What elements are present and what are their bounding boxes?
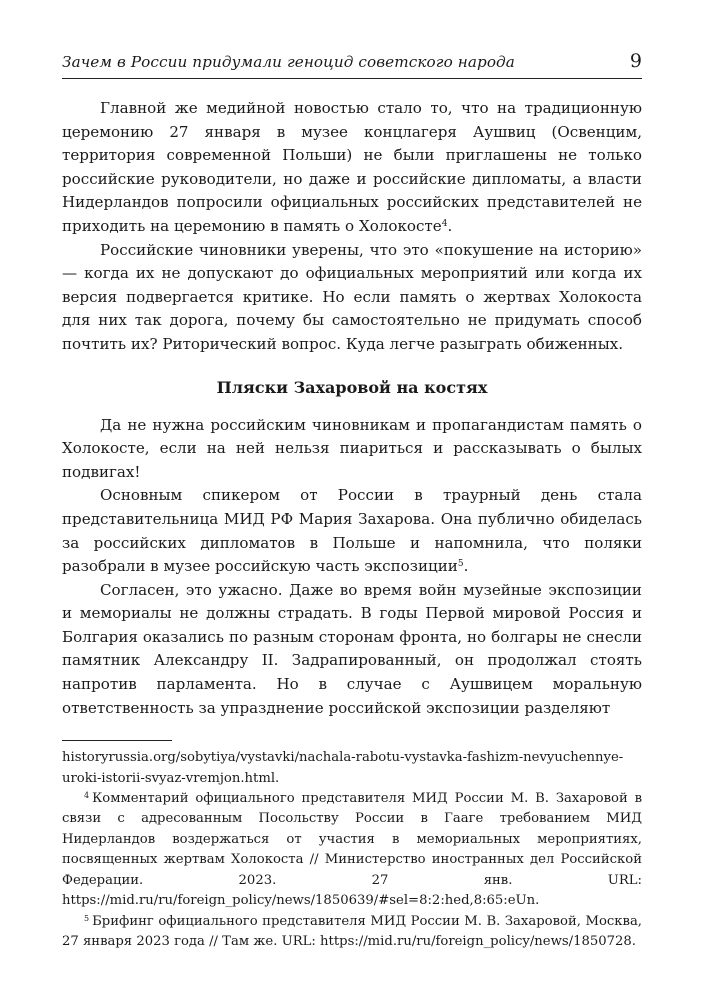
footnote-text: Комментарий официального представителя МИД России М. В. Захаровой в связи с адресованным Посольству России в Гааге требованием МИД Нидерландов воздержаться от участия в мемориальных мероприятиях, посвященных жертвам Холокоста // Министерство иностранных дел Российской Федерации. 2023. 27 янв. URL: https://mid.ru/ru/foreign_policy/news/1850639/#sel=8:2:hed,8:65:eUn. bbox=[62, 791, 642, 909]
body-paragraph bbox=[62, 484, 642, 578]
footnote-ref[interactable]: 5 bbox=[457, 559, 464, 570]
section-title: Пляски Захаровой на костях bbox=[216, 377, 488, 397]
running-header bbox=[62, 50, 642, 79]
footnote-4 bbox=[62, 789, 642, 911]
paragraph-text: Главной же медийной новостью стало то, что на традиционную церемонию 27 января в музее концлагеря Аушвиц (Освенцим, территория современной Польши) не были приглашены не только российские руководители, но даже и российские дипломаты, а власти Нидерландов попросили официальных российских представителей не приходить на церемонию в память о Холокосте bbox=[62, 99, 642, 235]
body-paragraph bbox=[62, 239, 642, 357]
page-number: 9 bbox=[629, 50, 642, 72]
book-page bbox=[62, 50, 642, 952]
body-paragraph bbox=[62, 579, 642, 721]
paragraph-punctuation: . bbox=[447, 216, 453, 235]
footnote-5 bbox=[62, 912, 642, 953]
footnote-number: 5 bbox=[84, 913, 90, 923]
footnote-divider bbox=[62, 740, 172, 741]
paragraph-punctuation: . bbox=[463, 557, 469, 576]
paragraph-text: Основным спикером от России в траурный день стала представительница МИД РФ Мария Захарова. Она публично обиделась за российских дипломатов в Польше и напомнила, что поляки разобрали в музее российскую часть экспозиции bbox=[62, 486, 642, 576]
paragraph-text: Согласен, это ужасно. Даже во время войн музейные экспозиции и мемориалы не должны страдать. В годы Первой мировой Россия и Болгария оказались по разным сторонам фронта, но болгары не снесли памятник Александру II. Задрапированный, он продолжал стоять напротив парламента. Но в случае с Аушвицем моральную ответственность за упразднение российской экспозиции разделяют bbox=[62, 580, 642, 717]
paragraph-text: Да не нужна российским чиновникам и пропагандистам память о Холокосте, если на ней нельзя пиариться и рассказывать о былых подвигах! bbox=[62, 415, 642, 481]
footnote-text: Брифинг официального представителя МИД России М. В. Захаровой, Москва, 27 января 2023 года // Там же. URL: https://mid.ru/ru/foreign_policy/news/1850728. bbox=[62, 913, 642, 949]
running-title: Зачем в России придумали геноцид советского народа bbox=[62, 53, 515, 71]
paragraph-text: Российские чиновники уверены, что это «покушение на историю» — когда их не допускают до официальных мероприятий или когда их версия подвергается критике. Но если память о жертвах Холокоста для них так дорога, почему бы самостоятельно не придумать способ почтить их? Риторический вопрос. Куда легче разыграть обиженных. bbox=[62, 240, 642, 353]
footnote-number: 4 bbox=[84, 791, 90, 801]
body-paragraph bbox=[62, 97, 642, 239]
footnote-continuation: historyrussia.org/sobytiya/vystavki/nachala-rabotu-vystavka-fashizm-nevyuchennye-uroki-istorii-svyaz-vremjon.html. bbox=[62, 750, 624, 786]
footnote-ref[interactable]: 4 bbox=[441, 218, 448, 229]
body-paragraph bbox=[62, 414, 642, 485]
